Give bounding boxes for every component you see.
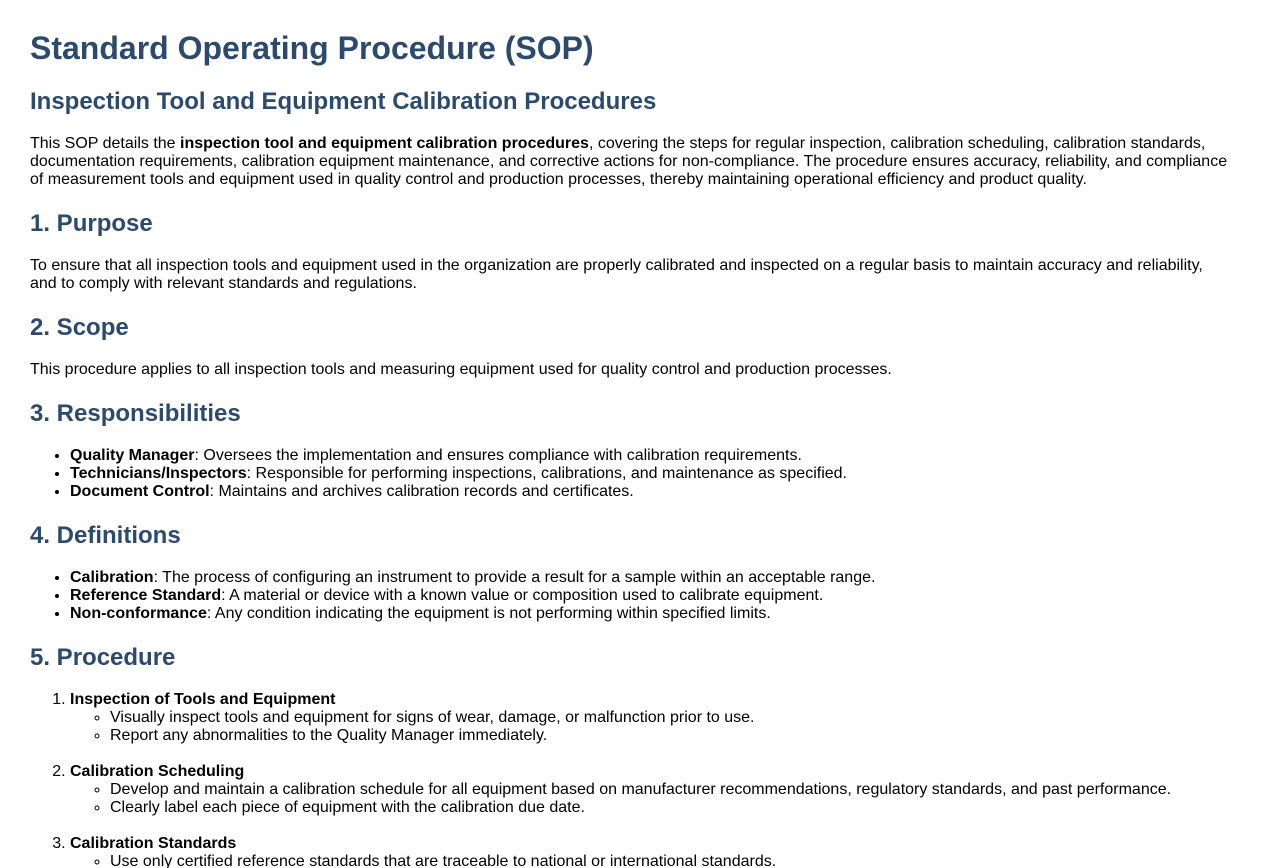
- procedure-step-title: Inspection of Tools and Equipment: [70, 691, 336, 708]
- procedure-step: [70, 763, 1171, 817]
- list-item-desc: : The process of configuring an instrument to provide a result for a sample within an acceptable range.: [153, 569, 876, 586]
- procedure-step: [70, 691, 1171, 745]
- list-item-desc: : A material or device with a known value or composition used to calibrate equipment.: [221, 587, 824, 604]
- list-item: ◦ Visually inspect tools and equipment for signs of wear, damage, or malfunction prior to use.: [110, 709, 1171, 727]
- procedure-substeps: [70, 781, 1171, 817]
- scope-text: This procedure applies to all inspection tools and measuring equipment used for quality control and production processes.: [30, 361, 892, 378]
- procedure-heading: 5. Procedure: [30, 644, 176, 671]
- list-item: ◦ Use only certified reference standards that are traceable to national or international standards.: [110, 853, 1171, 868]
- list-item-desc: : Any condition indicating the equipment is not performing within specified limits.: [206, 605, 771, 622]
- purpose-heading: 1. Purpose: [30, 210, 153, 237]
- list-item: [70, 465, 847, 483]
- list-item-desc: : Responsible for performing inspections, calibrations, and maintenance as specified.: [246, 465, 847, 482]
- list-item: [70, 569, 875, 587]
- list-item: [70, 447, 847, 465]
- list-item: ◦ Develop and maintain a calibration schedule for all equipment based on manufacturer recommendations, regulatory standards, and past performance.: [110, 781, 1171, 799]
- page-subtitle: Inspection Tool and Equipment Calibration Procedures: [30, 88, 657, 115]
- scope-heading: 2. Scope: [30, 314, 129, 341]
- responsibilities-heading: 3. Responsibilities: [30, 400, 241, 427]
- list-item: ◦ Report any abnormalities to the Quality Manager immediately.: [110, 727, 1171, 745]
- definitions-heading: 4. Definitions: [30, 522, 181, 549]
- list-item: [70, 587, 875, 605]
- procedure-substeps: [70, 853, 1171, 868]
- intro-text-bold: inspection tool and equipment calibration procedures: [180, 135, 589, 152]
- list-item-desc: : Maintains and archives calibration records and certificates.: [209, 483, 634, 500]
- list-item-term: Non-conformance: [70, 605, 207, 622]
- procedure-steps: [30, 691, 1171, 868]
- list-item-term: Technicians/Inspectors: [70, 465, 247, 482]
- purpose-text: To ensure that all inspection tools and equipment used in the organization are properly calibrated and inspected on a regular basis to maintain accuracy and reliability, and to comply with relevant standards and regulations.: [30, 257, 1203, 292]
- page-title: Standard Operating Procedure (SOP): [30, 30, 594, 66]
- procedure-substeps: [70, 709, 1171, 745]
- list-item-desc: : Oversees the implementation and ensures compliance with calibration requirements.: [194, 447, 802, 464]
- list-item: [70, 483, 847, 501]
- intro-text-start: This SOP details the: [30, 135, 180, 152]
- intro-paragraph: [30, 135, 1233, 189]
- intro-text-end: , covering the steps for regular inspection, calibration scheduling, calibration standards, documentation requirements, calibration equipment maintenance, and corrective actions for non-compliance. The procedure ensures accuracy, reliability, and compliance of measurement tools and equipment used in quality control and production processes, thereby maintaining operational efficiency and product quality.: [30, 135, 1228, 188]
- list-item: [70, 605, 875, 623]
- list-item-term: Quality Manager: [70, 447, 195, 464]
- list-item-term: Calibration: [70, 569, 154, 586]
- list-item-term: Document Control: [70, 483, 210, 500]
- procedure-step-title: Calibration Standards: [70, 835, 237, 852]
- procedure-step: [70, 835, 1171, 868]
- procedure-step-title: Calibration Scheduling: [70, 763, 245, 780]
- responsibilities-list: [30, 447, 847, 501]
- list-item-term: Reference Standard: [70, 587, 222, 604]
- list-item: ◦ Clearly label each piece of equipment with the calibration due date.: [110, 799, 1171, 817]
- definitions-list: [30, 569, 875, 623]
